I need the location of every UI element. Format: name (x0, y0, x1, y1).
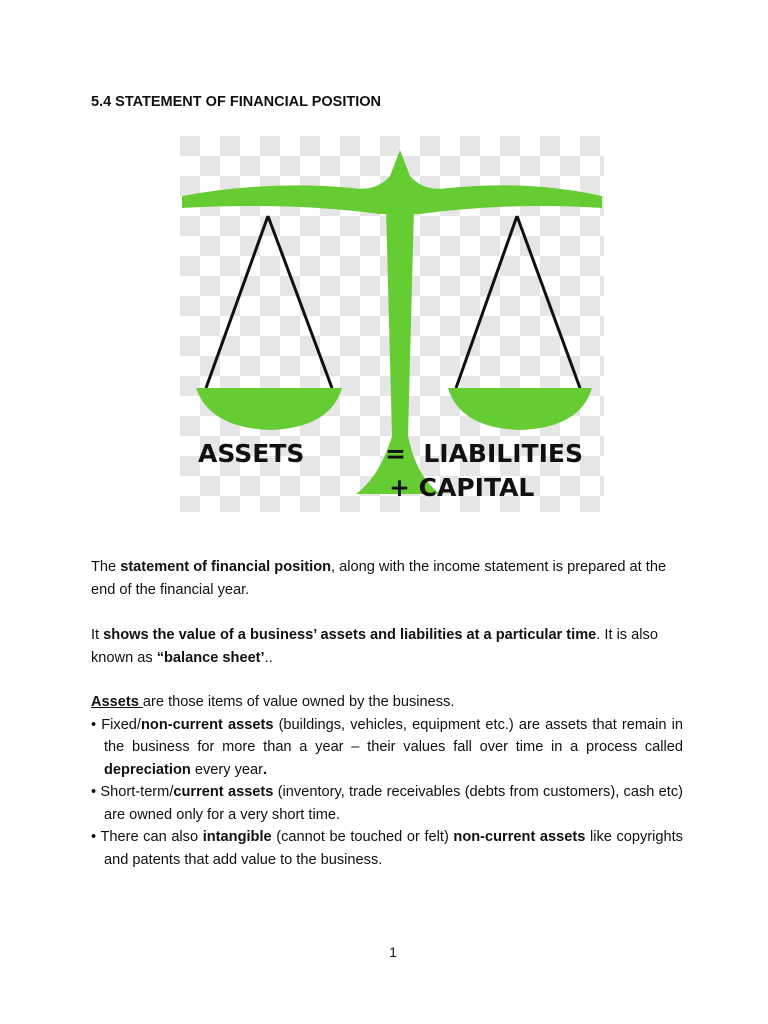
bullet-non-current-assets: • Fixed/non-current assets (buildings, vehicles, equipment etc.) are assets that remain in the business for more than a year – their values fall over time in a process called depreciation every year. (91, 716, 683, 778)
bullet-current-assets: • Short-term/current assets (inventory, trade receivables (debts from customers), cash etc) are owned only for a very short time. (91, 784, 683, 823)
liabilities-label: = LIABILITIES (385, 439, 583, 468)
balance-scale-figure (180, 136, 604, 512)
bullet-intangible-assets: • There can also intangible (cannot be touched or felt) non-current assets like copyrights and patents that add value to the business. (91, 829, 683, 868)
capital-label: + CAPITAL (389, 473, 535, 502)
assets-definition: Assets are those items of value owned by the business. (91, 694, 455, 710)
assets-label: ASSETS (198, 439, 305, 468)
assets-section (91, 691, 683, 871)
page-number: 1 (389, 944, 397, 960)
paragraph-definition: The statement of financial position, along with the income statement is prepared at the end of the financial year. (91, 559, 667, 598)
section-heading: 5.4 STATEMENT OF FINANCIAL POSITION (91, 94, 382, 110)
paragraph-balance-sheet: It shows the value of a business’ assets and liabilities at a particular time. It is also known as “balance sheet’.. (91, 627, 658, 666)
